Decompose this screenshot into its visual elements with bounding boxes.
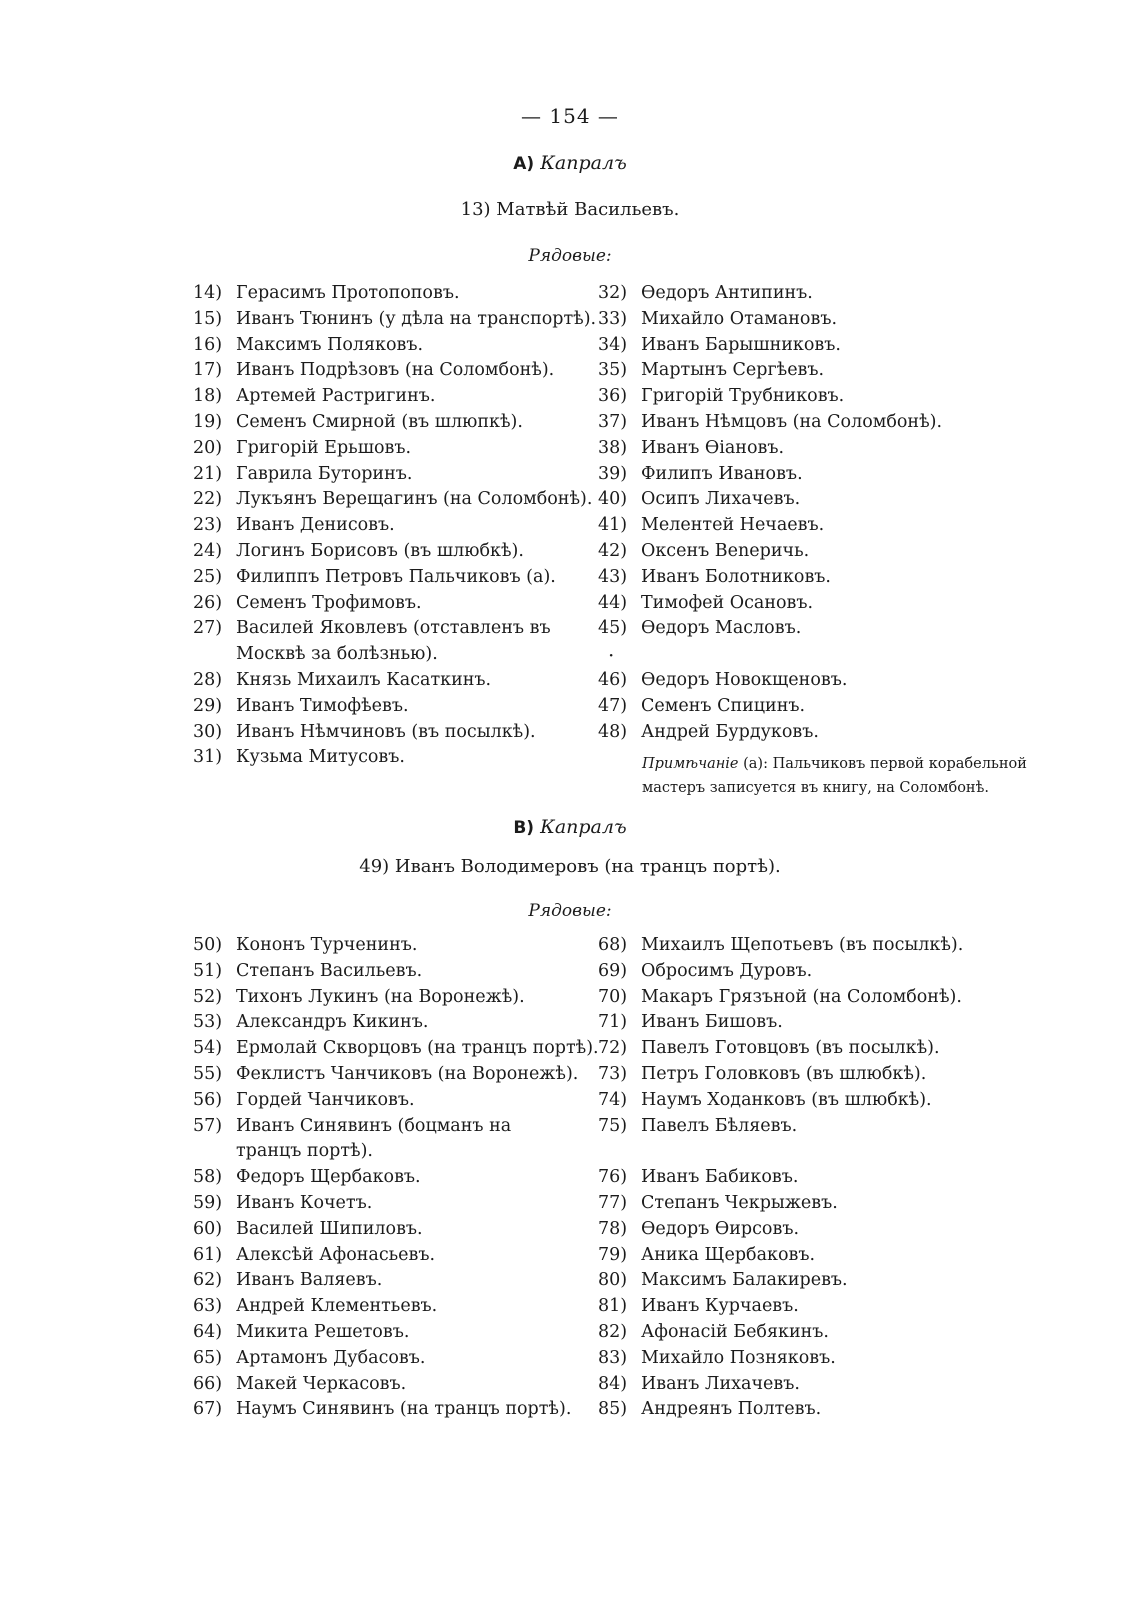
roster-entry: [193, 1036, 599, 1062]
roster-number: 80): [598, 1270, 628, 1291]
roster-entry: [193, 565, 573, 591]
roster-name: Иванъ Нѣмцовъ (на Соломбонѣ).: [641, 411, 943, 432]
roster-entry: [193, 487, 593, 513]
roster-entry: [193, 513, 573, 539]
roster-name: Иванъ Барышниковъ.: [641, 334, 841, 355]
roster-number: 55): [193, 1063, 223, 1084]
roster-entry: [598, 668, 1018, 694]
stray-dot: ·: [608, 643, 615, 668]
roster-name: Лукъянъ Верещагинъ (на Соломбонѣ).: [236, 489, 593, 510]
roster-name: Михайло Позняковъ.: [641, 1347, 836, 1368]
roster-entry: [193, 668, 573, 694]
roster-number: 17): [193, 360, 223, 381]
roster-entry: [193, 307, 597, 333]
roster-number: 78): [598, 1218, 628, 1239]
section-b-left-column: [193, 933, 599, 1423]
roster-number: 22): [193, 489, 223, 510]
roster-number: 42): [598, 540, 628, 561]
section-a-left-column: [193, 281, 597, 771]
roster-name: Семенъ Смирной (въ шлюпкѣ).: [236, 411, 523, 432]
roster-entry: [598, 565, 1018, 591]
roster-entry: [598, 307, 1018, 333]
roster-name: Михайло Отамановъ.: [641, 308, 838, 329]
roster-entry: [193, 358, 573, 384]
roster-entry: [193, 1165, 573, 1191]
roster-name: Ѳедоръ Новокщеновъ.: [641, 669, 848, 690]
roster-name: Василей Шипиловъ.: [236, 1218, 423, 1239]
section-b-right-column: [598, 933, 1018, 1423]
section-a-title: Капралъ: [540, 152, 627, 174]
roster-name: Григорій Ерьшовъ.: [236, 437, 412, 458]
roster-name: Иванъ Денисовъ.: [236, 515, 395, 536]
roster-number: 16): [193, 334, 223, 355]
roster-name: Ѳедоръ Масловъ.: [641, 618, 802, 639]
roster-entry: [598, 1268, 1018, 1294]
roster-entry: [598, 1320, 1018, 1346]
roster-entry: [598, 1191, 1018, 1217]
roster-number: 41): [598, 515, 628, 536]
roster-entry: [598, 1294, 1018, 1320]
roster-entry: [193, 1114, 573, 1166]
roster-number: 77): [598, 1192, 628, 1213]
roster-number: 59): [193, 1192, 223, 1213]
roster-name: Филиппъ Петровъ Пальчиковъ (а).: [236, 566, 556, 587]
roster-number: 68): [598, 935, 628, 955]
roster-entry: [193, 1372, 573, 1398]
roster-entry: [598, 616, 1018, 642]
roster-entry: [598, 959, 1018, 985]
roster-name: Тимофей Осановъ.: [641, 592, 814, 613]
roster-name: Ѳедоръ Ѳирсовъ.: [641, 1218, 800, 1239]
roster-number: 29): [193, 695, 223, 716]
roster-entry: [598, 462, 1018, 488]
roster-number: 67): [193, 1399, 223, 1420]
roster-entry: [598, 1165, 1018, 1191]
roster-number: 44): [598, 592, 628, 613]
roster-name: Алексѣй Афонасьевъ.: [236, 1244, 436, 1265]
roster-number: 66): [193, 1373, 223, 1394]
roster-number: 19): [193, 411, 223, 432]
roster-number: 40): [598, 489, 628, 510]
roster-number: 84): [598, 1373, 628, 1394]
section-a-right-column: [598, 281, 1018, 745]
roster-entry: [193, 1268, 573, 1294]
roster-name: Иванъ Валяевъ.: [236, 1270, 383, 1291]
roster-name: Наумъ Ходанковъ (въ шлюбкѣ).: [641, 1089, 932, 1110]
column-spacer: [598, 642, 1018, 668]
roster-entry: [193, 1088, 573, 1114]
roster-name: Логинъ Борисовъ (въ шлюбкѣ).: [236, 540, 524, 561]
roster-number: 43): [598, 566, 628, 587]
roster-number: 32): [598, 283, 628, 303]
roster-name: Афонасій Бебякинъ.: [641, 1321, 829, 1342]
roster-entry: [193, 1217, 573, 1243]
roster-entry: [193, 1320, 573, 1346]
roster-entry: [193, 1062, 579, 1088]
roster-name: Федоръ Щербаковъ.: [236, 1167, 421, 1188]
roster-entry: [193, 1346, 573, 1372]
roster-number: 15): [193, 308, 223, 329]
roster-name: Мелентей Нечаевъ.: [641, 515, 825, 536]
roster-number: 37): [598, 411, 628, 432]
roster-entry: [193, 410, 573, 436]
column-spacer: [598, 1139, 1018, 1165]
roster-name: Иванъ Кочетъ.: [236, 1192, 373, 1213]
roster-number: 58): [193, 1167, 223, 1188]
roster-name: Макей Черкасовъ.: [236, 1373, 407, 1394]
roster-number: 85): [598, 1399, 628, 1420]
roster-number: 21): [193, 463, 223, 484]
roster-entry: [598, 384, 1018, 410]
roster-name: Павелъ Бѣляевъ.: [641, 1115, 798, 1136]
roster-entry: [598, 1217, 1018, 1243]
roster-entry: [193, 720, 573, 746]
roster-name: Иванъ Ѳіановъ.: [641, 437, 785, 458]
roster-number: 54): [193, 1038, 223, 1059]
note-label: Примѣчаніе: [642, 756, 739, 772]
roster-number: 36): [598, 386, 628, 407]
roster-name: Александръ Кикинъ.: [236, 1012, 429, 1033]
roster-name: Михаилъ Щепотьевъ (въ посылкѣ).: [641, 935, 964, 955]
roster-entry: [598, 333, 1018, 359]
roster-number: 60): [193, 1218, 223, 1239]
roster-number: 33): [598, 308, 628, 329]
section-a-note: [642, 752, 1027, 800]
roster-entry: [193, 985, 573, 1011]
roster-entry: [598, 1062, 1018, 1088]
roster-entry: [598, 1088, 1018, 1114]
roster-number: 83): [598, 1347, 628, 1368]
roster-number: 46): [598, 669, 628, 690]
roster-number: 48): [598, 721, 628, 742]
roster-name: Степанъ Васильевъ.: [236, 960, 423, 981]
roster-name: Иванъ Подрѣзовъ (на Соломбонѣ).: [236, 360, 555, 381]
roster-number: 72): [598, 1038, 628, 1059]
roster-number: 39): [598, 463, 628, 484]
roster-entry: [193, 745, 573, 771]
roster-entry: [598, 985, 1018, 1011]
roster-number: 81): [598, 1296, 628, 1317]
roster-name: Иванъ Бишовъ.: [641, 1012, 783, 1033]
roster-entry: [193, 1397, 573, 1423]
roster-entry: [598, 1243, 1018, 1269]
roster-name: Григорій Трубниковъ.: [641, 386, 845, 407]
roster-name: Обросимъ Дуровъ.: [641, 960, 813, 981]
roster-number: 63): [193, 1296, 223, 1317]
roster-number: 64): [193, 1321, 223, 1342]
roster-number: 34): [598, 334, 628, 355]
roster-name: Микита Решетовъ.: [236, 1321, 410, 1342]
roster-name: Артемей Растригинъ.: [236, 386, 436, 407]
roster-entry: [193, 281, 573, 307]
roster-number: 53): [193, 1012, 223, 1033]
roster-entry: [193, 384, 573, 410]
roster-name: Аника Щербаковъ.: [641, 1244, 816, 1265]
roster-entry: [598, 410, 1018, 436]
roster-name: Павелъ Готовцовъ (въ посылкѣ).: [641, 1038, 940, 1059]
roster-name: Иванъ Болотниковъ.: [641, 566, 831, 587]
roster-number: 69): [598, 960, 628, 981]
roster-name: Ермолай Скворцовъ (на транцъ портѣ).: [236, 1038, 599, 1059]
roster-entry: [193, 1243, 573, 1269]
roster-entry: [598, 1372, 1018, 1398]
section-b-heading: [0, 816, 1140, 838]
roster-number: 52): [193, 986, 223, 1007]
roster-name: Семенъ Трофимовъ.: [236, 592, 422, 613]
roster-number: 62): [193, 1270, 223, 1291]
roster-entry: [598, 487, 1018, 513]
roster-name: Иванъ Бабиковъ.: [641, 1167, 799, 1188]
roster-number: 56): [193, 1089, 223, 1110]
roster-number: 61): [193, 1244, 223, 1265]
roster-entry: [598, 539, 1018, 565]
roster-number: 75): [598, 1115, 628, 1136]
roster-entry: [193, 591, 573, 617]
roster-number: 18): [193, 386, 223, 407]
roster-number: 71): [598, 1012, 628, 1033]
roster-name: Оксенъ Веneричь.: [641, 540, 810, 561]
roster-number: 79): [598, 1244, 628, 1265]
roster-number: 51): [193, 960, 223, 981]
roster-number: 47): [598, 695, 628, 716]
roster-number: 30): [193, 721, 223, 742]
roster-entry: [598, 513, 1018, 539]
section-a-heading: [0, 152, 1140, 174]
roster-name: Иванъ Тюнинъ (у дѣла на транспортѣ).: [236, 308, 597, 329]
page-number: — 154 —: [521, 104, 619, 128]
roster-number: 25): [193, 566, 223, 587]
roster-number: 23): [193, 515, 223, 536]
roster-entry: [193, 1191, 573, 1217]
section-a-privates-label: Рядовые:: [528, 246, 612, 266]
section-a-letter: А): [513, 154, 535, 174]
section-b-corporal: 49) Иванъ Володимеровъ (на транцъ портѣ).: [359, 856, 781, 877]
roster-name: Максимъ Балакиревъ.: [641, 1270, 848, 1291]
roster-entry: [598, 591, 1018, 617]
roster-name: Максимъ Поляковъ.: [236, 334, 424, 355]
roster-entry: [598, 436, 1018, 462]
roster-number: 70): [598, 986, 628, 1007]
roster-number: 35): [598, 360, 628, 381]
roster-entry: [598, 1114, 1018, 1140]
roster-entry: [598, 1036, 1018, 1062]
roster-name: Андреянъ Полтевъ.: [641, 1399, 822, 1420]
roster-number: 38): [598, 437, 628, 458]
roster-number: 50): [193, 935, 223, 955]
roster-name: Кононъ Турченинъ.: [236, 935, 418, 955]
roster-name: Князь Михаилъ Касаткинъ.: [236, 669, 492, 690]
roster-number: 57): [193, 1115, 223, 1136]
roster-entry: [193, 436, 573, 462]
roster-name: Артамонъ Дубасовъ.: [236, 1347, 426, 1368]
roster-name: Гордей Чанчиковъ.: [236, 1089, 415, 1110]
roster-entry: [193, 1294, 573, 1320]
roster-number: 27): [193, 618, 223, 639]
roster-name: Иванъ Лихачевъ.: [641, 1373, 800, 1394]
roster-entry: [193, 462, 573, 488]
roster-name: Филипъ Ивановъ.: [641, 463, 803, 484]
roster-name: Василей Яковлевъ (отставленъ въ Москвѣ за болѣзнью).: [236, 618, 551, 665]
section-b-privates-label: Рядовые:: [528, 901, 612, 921]
roster-number: 14): [193, 283, 223, 303]
section-a-corporal: 13) Матвѣй Васильевъ.: [460, 199, 680, 220]
roster-number: 45): [598, 618, 628, 639]
roster-name: Гаврила Буторинъ.: [236, 463, 413, 484]
roster-entry: [193, 539, 573, 565]
roster-number: 73): [598, 1063, 628, 1084]
roster-entry: [598, 281, 1018, 307]
roster-entry: [598, 720, 1018, 746]
note-text-line-2: мастеръ записуется въ книгу, на Соломбонѣ.: [642, 780, 989, 796]
roster-entry: [193, 933, 573, 959]
roster-entry: [598, 933, 1018, 959]
roster-entry: [598, 1346, 1018, 1372]
roster-name: Иванъ Синявинъ (боцманъ на транцъ портѣ).: [236, 1115, 512, 1162]
roster-entry: [193, 1010, 573, 1036]
roster-number: 26): [193, 592, 223, 613]
roster-name: Макаръ Грязъной (на Соломбонѣ).: [641, 986, 962, 1007]
roster-entry: [598, 358, 1018, 384]
roster-entry: [598, 1397, 1018, 1423]
roster-number: 20): [193, 437, 223, 458]
roster-number: 24): [193, 540, 223, 561]
roster-name: Герасимъ Протопоповъ.: [236, 283, 460, 303]
roster-name: Петръ Головковъ (въ шлюбкѣ).: [641, 1063, 927, 1084]
roster-number: 28): [193, 669, 223, 690]
section-b-title: Капралъ: [540, 816, 627, 838]
roster-number: 65): [193, 1347, 223, 1368]
roster-name: Наумъ Синявинъ (на транцъ портѣ).: [236, 1399, 572, 1420]
roster-name: Степанъ Чекрыжевъ.: [641, 1192, 838, 1213]
roster-name: Кузьма Митусовъ.: [236, 747, 405, 768]
roster-name: Осипъ Лихачевъ.: [641, 489, 801, 510]
roster-name: Мартынъ Сергѣевъ.: [641, 360, 825, 381]
roster-name: Иванъ Тимофѣевъ.: [236, 695, 409, 716]
roster-entry: [598, 694, 1018, 720]
roster-entry: [193, 333, 573, 359]
roster-name: Иванъ Курчаевъ.: [641, 1296, 799, 1317]
roster-name: Тихонъ Лукинъ (на Воронежѣ).: [236, 986, 525, 1007]
roster-name: Иванъ Нѣмчиновъ (въ посылкѣ).: [236, 721, 536, 742]
roster-number: 76): [598, 1167, 628, 1188]
roster-entry: [193, 694, 573, 720]
roster-entry: [193, 959, 573, 985]
note-text-line-1: (а): Пальчиковъ первой корабельной: [743, 756, 1027, 772]
roster-name: Андрей Бурдуковъ.: [641, 721, 819, 742]
roster-name: Семенъ Спицинъ.: [641, 695, 806, 716]
roster-number: 82): [598, 1321, 628, 1342]
roster-entry: [193, 616, 573, 668]
roster-name: Андрей Клементьевъ.: [236, 1296, 438, 1317]
roster-name: Феклистъ Чанчиковъ (на Воронежѣ).: [236, 1063, 579, 1084]
roster-number: 31): [193, 747, 223, 768]
roster-entry: [598, 1010, 1018, 1036]
section-b-letter: В): [513, 818, 535, 838]
roster-name: Ѳедоръ Антипинъ.: [641, 283, 813, 303]
roster-number: 74): [598, 1089, 628, 1110]
